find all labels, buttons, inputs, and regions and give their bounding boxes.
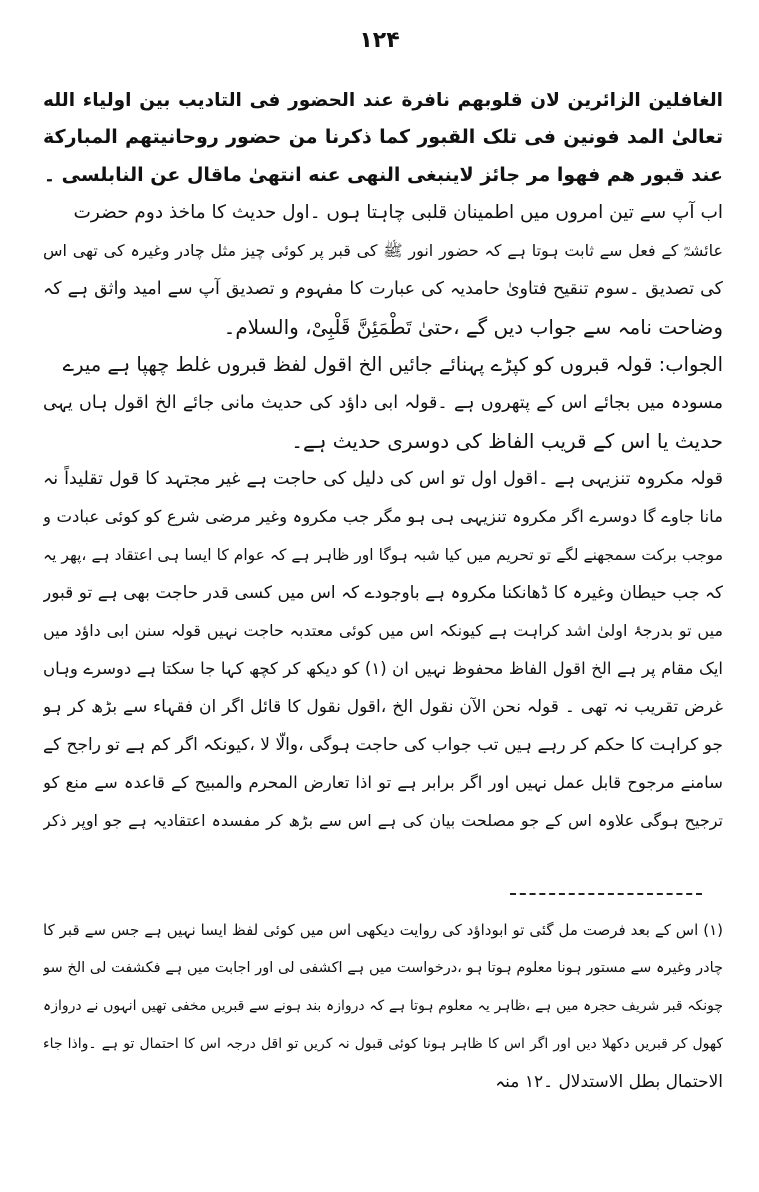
main-line-9: سامنے مرجوح قابل عمل نہیں اور اگر برابر ہے تو اذا تعارض المحرم والمبیح کے قاعدہ سے منع کو [43, 773, 723, 792]
footnote-line-4: کھول کر قبریں دکھلا دیں اور اگر اس کا ظاہر ہونا کوئی قبول نہ کریں تو اقل درجہ اس کا احتمال تو ہے ۔واذا جاء [43, 1036, 723, 1052]
main-line-8: جو کراہت کا حکم کر رہے ہیں تب جواب کی حاجت ہوگی ،والّا لا ،کیونکہ اگر کم ہے تو راجح کے [43, 735, 723, 755]
main-line-3: موجب برکت سمجھنے لگے تو تحریم میں کیا شبہ ہوگا اور ظاہر ہے کہ عوام کا ایسا ہی اعتقاد ہے ،پھر یہ [43, 546, 723, 564]
question-line-2: عائشہؓ کے فعل سے ثابت ہوتا ہے کہ حضور انور ﷺ کی قبر پر کوئی چیز مثل چادر وغیرہ کی تھی اس [43, 241, 723, 260]
answer-line-1: الجواب: قولہ قبروں کو کپڑے پہنائے جائیں الخ اقول لفظ قبروں غلط چھپا ہے میرے [63, 353, 723, 376]
footnote-line-3: چونکہ قبر شریف حجرہ میں ہے ،ظاہر یہ معلوم ہوتا ہے کہ دروازہ بند ہونے سے قبریں مخفی تھیں انہوں نے دروازہ [43, 998, 723, 1014]
question-line-4: وضاحت نامہ سے جواب دیں گے ،حتیٰ تَطْمَئِنَّ قَلْبِیْ، والسلام۔ [223, 315, 723, 339]
question-line-1: اب آپ سے تین امروں میں اطمینان قلبی چاہتا ہوں ۔اول حدیث کا ماخذ دوم حضرت [73, 202, 723, 223]
main-line-5: میں تو بدرجۂ اولیٰ اشد کراہت ہے کیونکہ اس میں کوئی معتدبہ حاجت نہیں قولہ سنن ابی داؤد میں [43, 621, 723, 640]
arabic-line-1: الغافلين الزائرين لان قلوبهم نافرة عند الحضور فی التاديب بين اولياء الله [43, 90, 723, 111]
answer-line-2: مسودہ میں بجائے اس کے پتھروں ہے ۔قولہ ابی داؤد کی حدیث مانی جائے الخ اقول ہاں یہی [43, 393, 723, 413]
page-number: ۱۲۴ [359, 28, 400, 53]
footnote-line-5: الاحتمال بطل الاستدلال ۔۱۲ منہ [495, 1072, 723, 1092]
main-line-2: مانا جاوے گا دوسرے اگر مکروہ تنزیہی ہی ہو مگر جب مکروہ وغیر مرضی شرع کو کوئی عبادت و [43, 507, 723, 526]
question-line-3: کی تصدیق ۔سوم تنقیح فتاویٰ حامدیہ کی عبارت کا مفہوم و تصدیق آپ سے امید واثق ہے کہ [43, 279, 723, 299]
main-line-1: قولہ مکروہ تنزیہی ہے ۔اقول اول تو اس کی دلیل کی حاجت ہے غیر مجتہد کا قول تقلیداً نہ [43, 469, 723, 489]
main-line-6: ایک مقام پر ہے الخ اقول الفاظ محفوظ نہیں ان (۱) کو دیکھ کر کچھ کہا جا سکتا ہے دوسرے وہاں [43, 659, 723, 678]
arabic-line-3: عند قبور هم فهوا مر جائز لاينبغی النهی عنه انتهیٰ ماقال عن النابلسی ۔ [43, 164, 723, 186]
footnote-line-2: چادر وغیرہ سے مستور ہونا معلوم ہوتا ہو ،درخواست میں ہے اکشفی لی اور اجابت میں ہے فکشفت لی الخ سو [43, 960, 723, 976]
footnote-line-1: (۱) اس کے بعد فرصت مل گئی تو ابوداؤد کی روایت دیکھی اس میں کوئی لفظ ایسا نہیں ہے جس سے قبر کا [43, 921, 723, 939]
answer-line-3: حدیث یا اس کے قریب الفاظ کی دوسری حدیث ہے۔ [291, 429, 723, 453]
main-line-4: کہ جب حیطان وغیرہ کا ڈھانکنا مکروہ ہے باوجودے کہ اس میں کسی قدر حاجت بھی ہے تو قبور [43, 583, 723, 603]
main-line-10: ترجیح ہوگی علاوہ اس کے جو مصلحت بیان کی ہے اس سے بڑھ کر مفسدہ اعتقادیہ ہے جو اوپر ذکر [43, 811, 723, 830]
arabic-line-2: تعالیٰ المد فونين فی تلک القبور كما ذكرنا من حضور روحانيتهم المباركة [43, 126, 723, 148]
footnote-separator [510, 893, 702, 895]
main-line-7: غرض تقریب نہ تھی ۔ قولہ نحن الآن نقول الخ ،اقول نقول کا قائل اگر ان فقہاء سے بڑھ کر ہو [43, 697, 723, 717]
